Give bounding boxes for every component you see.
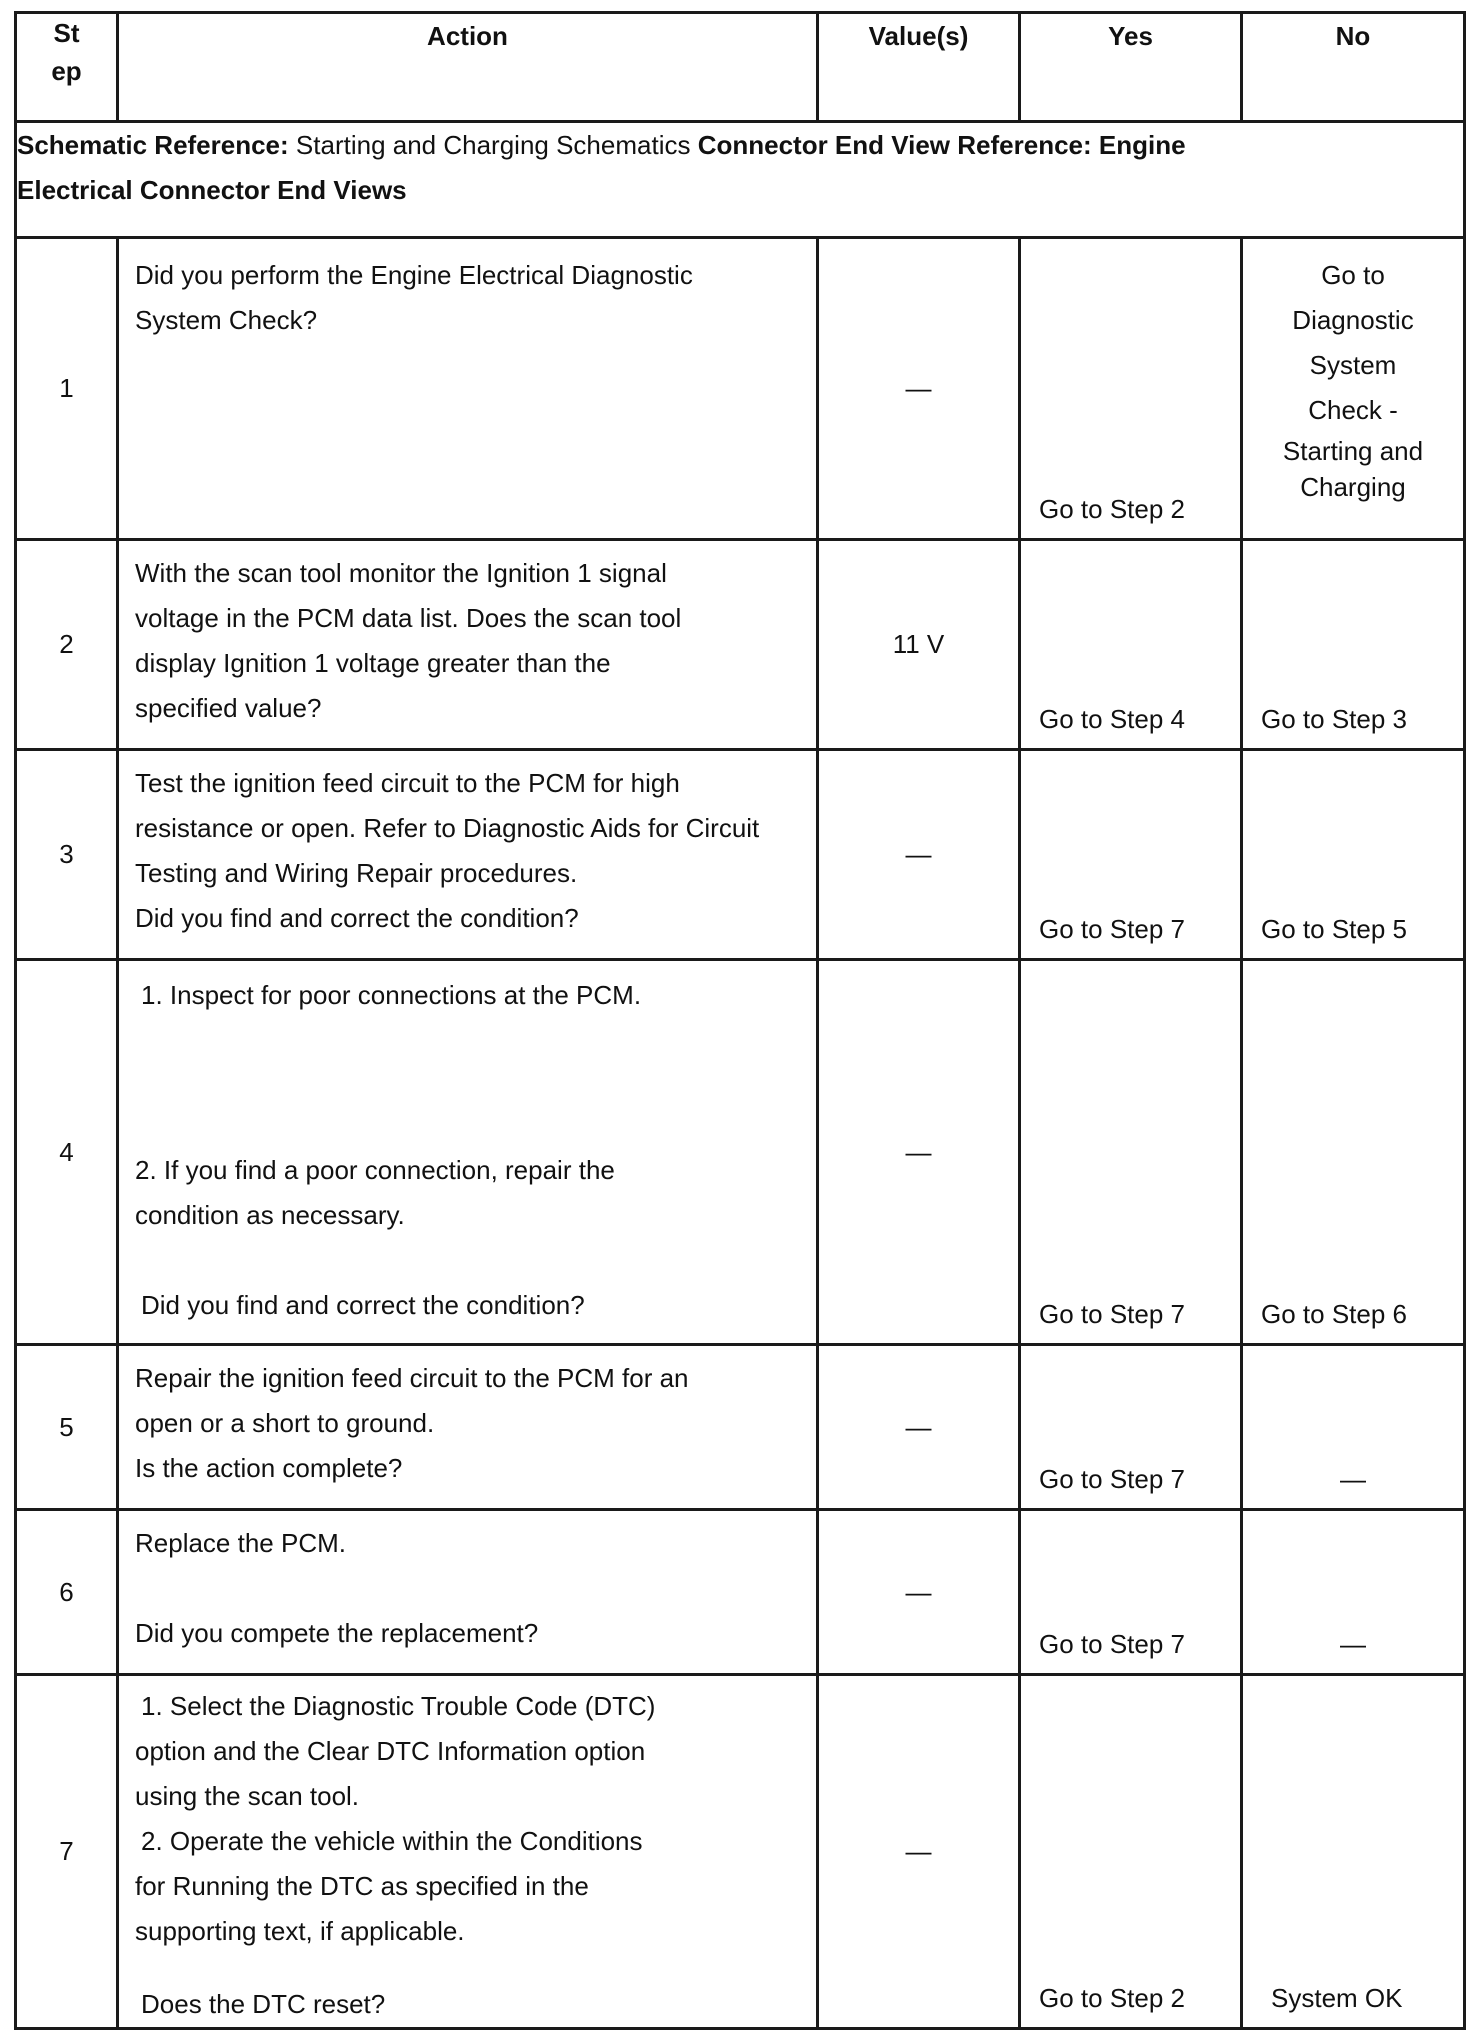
no-outcome: Go to Diagnostic System Check - Starting and Charging (1282, 260, 1424, 502)
value-cell: — (818, 750, 1020, 960)
no-cell (1242, 750, 1465, 960)
yes-outcome: Go to Step 4 (1039, 704, 1185, 734)
yes-outcome: Go to Step 2 (1039, 1983, 1185, 2013)
value-cell: — (818, 238, 1020, 540)
step-number: 5 (16, 1345, 118, 1510)
no-outcome: Go to Step 3 (1261, 704, 1407, 734)
yes-outcome: Go to Step 7 (1039, 914, 1185, 944)
table-row-step-6 (16, 1510, 1465, 1675)
yes-outcome: Go to Step 7 (1039, 1464, 1185, 1494)
header-yes: Yes (1020, 13, 1242, 122)
no-outcome: — (1340, 1629, 1366, 1659)
value-cell: — (818, 1675, 1020, 2029)
table-row-step-7 (16, 1675, 1465, 2029)
schematic-reference-label: Schematic Reference: (17, 130, 289, 160)
no-cell (1242, 1675, 1465, 2029)
no-outcome: Go to Step 5 (1261, 914, 1407, 944)
value-cell: 11 V (818, 540, 1020, 750)
action-cell: Test the ignition feed circuit to the PCM for high resistance or open. Refer to Diagnostic Aids for Circuit Testing and Wiring Repair procedures. Did you find and correct the condition? (118, 750, 818, 960)
value-cell: — (818, 960, 1020, 1345)
step-number: 6 (16, 1510, 118, 1675)
diagnostic-table (14, 11, 1466, 2030)
diagnostic-table-sheet (14, 11, 1463, 2030)
yes-cell (1020, 750, 1242, 960)
no-outcome: — (1340, 1464, 1366, 1494)
header-action: Action (118, 13, 818, 122)
yes-cell (1020, 1510, 1242, 1675)
action-cell: Did you perform the Engine Electrical Diagnostic System Check? (118, 238, 818, 540)
yes-cell (1020, 1675, 1242, 2029)
no-cell (1242, 540, 1465, 750)
table-header-row (16, 13, 1465, 122)
header-no: No (1242, 13, 1465, 122)
step-number: 2 (16, 540, 118, 750)
yes-outcome: Go to Step 2 (1039, 494, 1185, 524)
yes-cell (1020, 960, 1242, 1345)
action-cell: 1. Select the Diagnostic Trouble Code (DTC) option and the Clear DTC Information option using the scan tool. 2. Operate the vehicle within the Conditions for Running the DTC as specified in the supporting text, if applicable. Does the DTC reset? (118, 1675, 818, 2029)
header-values: Value(s) (818, 13, 1020, 122)
no-outcome: System OK (1271, 1983, 1403, 2013)
step-number: 4 (16, 960, 118, 1345)
no-outcome: Go to Step 6 (1261, 1299, 1407, 1329)
connector-reference-label-cont: Electrical Connector End Views (17, 175, 407, 205)
action-cell: 1. Inspect for poor connections at the PCM. 2. If you find a poor connection, repair the condition as necessary. Did you find and correct the condition? (118, 960, 818, 1345)
action-cell: With the scan tool monitor the Ignition 1 signal voltage in the PCM data list. Does the scan tool display Ignition 1 voltage greater than the specified value? (118, 540, 818, 750)
yes-outcome: Go to Step 7 (1039, 1299, 1185, 1329)
yes-cell (1020, 540, 1242, 750)
reference-cell (16, 122, 1465, 238)
yes-cell (1020, 1345, 1242, 1510)
no-cell (1242, 1510, 1465, 1675)
value-cell: — (818, 1345, 1020, 1510)
table-row-step-1 (16, 238, 1465, 540)
action-cell: Repair the ignition feed circuit to the PCM for an open or a short to ground. Is the action complete? (118, 1345, 818, 1510)
no-cell (1242, 960, 1465, 1345)
reference-row (16, 122, 1465, 238)
table-row-step-3 (16, 750, 1465, 960)
no-cell (1242, 1345, 1465, 1510)
schematic-reference-text: Starting and Charging Schematics (295, 130, 691, 160)
yes-outcome: Go to Step 7 (1039, 1629, 1185, 1659)
connector-reference-label: Connector End View Reference: Engine (697, 130, 1186, 160)
table-row-step-5 (16, 1345, 1465, 1510)
step-number: 3 (16, 750, 118, 960)
action-cell: Replace the PCM. Did you compete the replacement? (118, 1510, 818, 1675)
yes-cell (1020, 238, 1242, 540)
table-row-step-2 (16, 540, 1465, 750)
no-cell (1242, 238, 1465, 540)
header-step: St ep (16, 13, 118, 122)
table-row-step-4 (16, 960, 1465, 1345)
step-number: 7 (16, 1675, 118, 2029)
value-cell: — (818, 1510, 1020, 1675)
step-number: 1 (16, 238, 118, 540)
